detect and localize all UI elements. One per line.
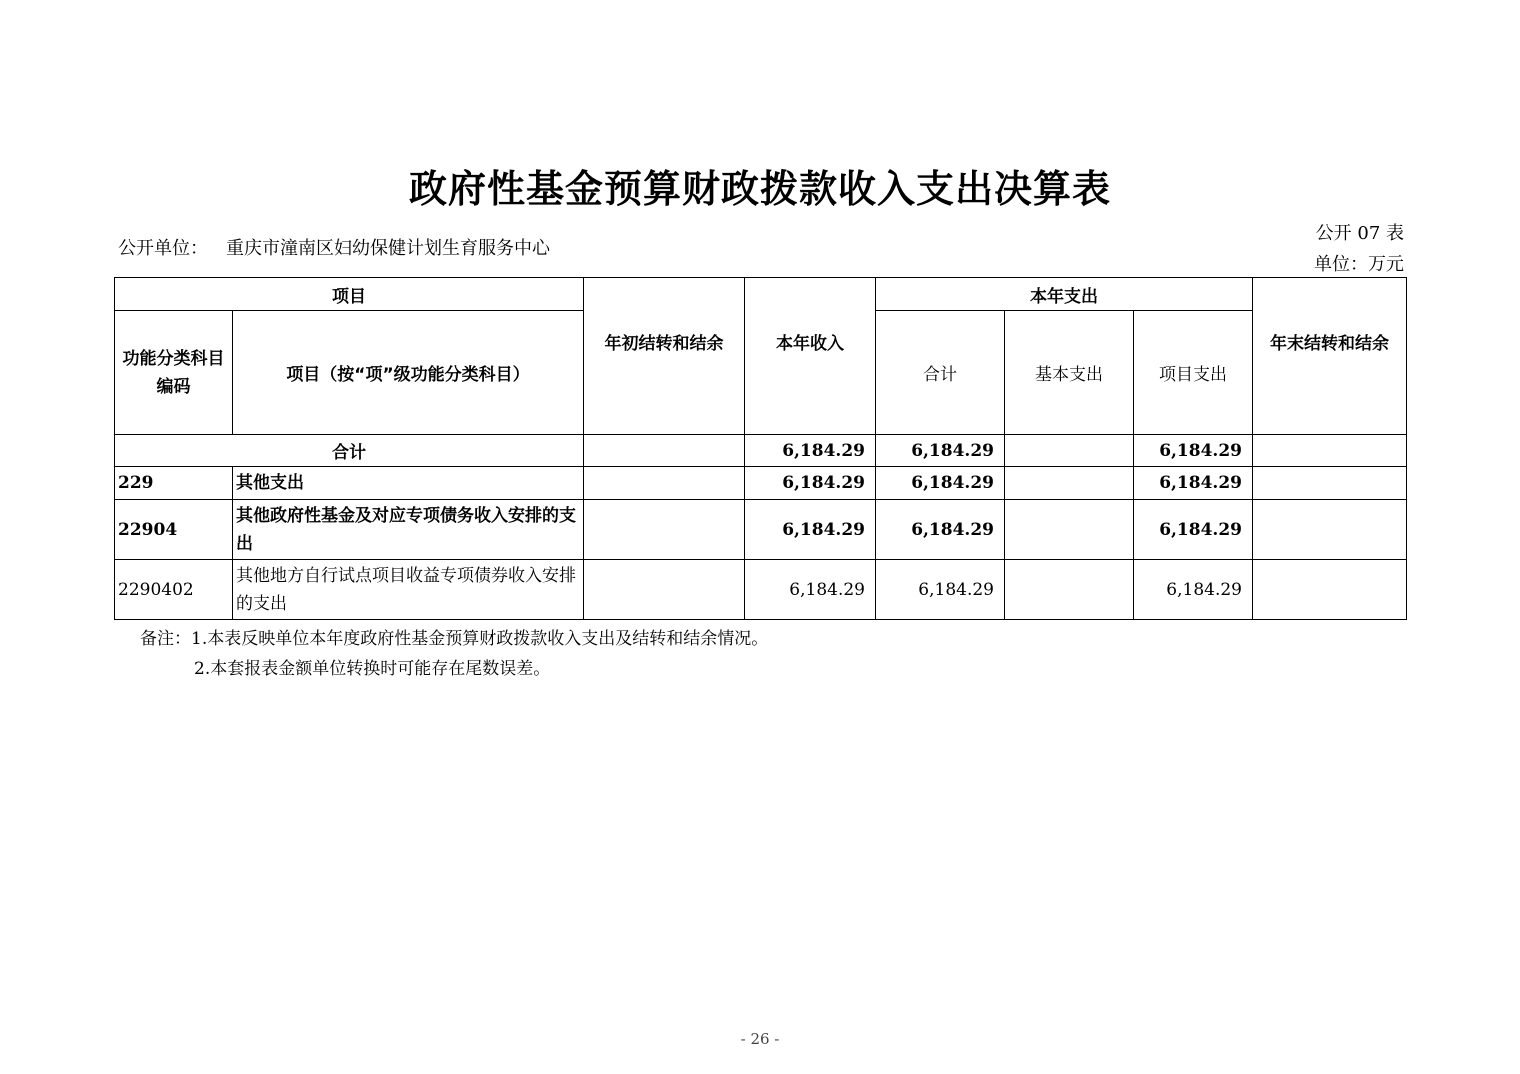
cell-total: 6,184.29 — [876, 500, 1005, 560]
cell-basic — [1005, 560, 1134, 620]
cell-basic — [1005, 467, 1134, 500]
cell-income: 6,184.29 — [745, 500, 876, 560]
header-begin-balance: 年初结转和结余 — [584, 278, 745, 435]
header-income: 本年收入 — [745, 278, 876, 435]
cell-project: 6,184.29 — [1134, 435, 1253, 467]
cell-name: 其他地方自行试点项目收益专项债券收入安排的支出 — [233, 560, 584, 620]
cell-total: 6,184.29 — [876, 435, 1005, 467]
cell-project: 6,184.29 — [1134, 467, 1253, 500]
cell-name: 其他支出 — [233, 467, 584, 500]
cell-basic — [1005, 500, 1134, 560]
page-number: - 26 - — [740, 1030, 780, 1048]
cell-name: 其他政府性基金及对应专项债务收入安排的支出 — [233, 500, 584, 560]
cell-end — [1253, 435, 1407, 467]
table-row — [115, 560, 1407, 620]
header-name: 项目（按“项”级功能分类科目） — [233, 311, 584, 435]
reporting-unit-name: 重庆市潼南区妇幼保健计划生育服务中心 — [226, 238, 550, 259]
header-basic: 基本支出 — [1005, 311, 1134, 435]
cell-end — [1253, 560, 1407, 620]
cell-begin — [584, 467, 745, 500]
cell-begin — [584, 500, 745, 560]
cell-income: 6,184.29 — [745, 560, 876, 620]
money-unit: 单位：万元 — [1314, 254, 1404, 275]
notes — [140, 624, 768, 684]
note-line-1: 备注：1.本表反映单位本年度政府性基金预算财政拨款收入支出及结转和结余情况。 — [140, 629, 769, 649]
reporting-unit — [118, 234, 550, 260]
cell-basic — [1005, 435, 1134, 467]
header-total: 合计 — [876, 311, 1005, 435]
table-row-total — [115, 435, 1407, 467]
cell-begin — [584, 435, 745, 467]
cell-income: 6,184.29 — [745, 467, 876, 500]
cell-project: 6,184.29 — [1134, 500, 1253, 560]
cell-code: 229 — [115, 467, 233, 500]
header-code: 功能分类科目编码 — [115, 311, 233, 435]
note-line-2: 2.本套报表金额单位转换时可能存在尾数误差。 — [194, 659, 551, 679]
cell-begin — [584, 560, 745, 620]
reporting-unit-label: 公开单位： — [118, 238, 208, 259]
cell-end — [1253, 500, 1407, 560]
cell-code: 22904 — [115, 500, 233, 560]
page-title: 政府性基金预算财政拨款收入支出决算表 — [408, 167, 1111, 211]
cell-code: 2290402 — [115, 560, 233, 620]
table-row — [115, 467, 1407, 500]
header-project: 项目支出 — [1134, 311, 1253, 435]
cell-project: 6,184.29 — [1134, 560, 1253, 620]
header-end-balance: 年末结转和结余 — [1253, 278, 1407, 435]
cell-income: 6,184.29 — [745, 435, 876, 467]
header-item: 项目 — [115, 278, 584, 311]
form-number: 公开 07 表 — [1315, 223, 1404, 244]
cell-total: 6,184.29 — [876, 560, 1005, 620]
header-expense-group: 本年支出 — [876, 278, 1253, 311]
cell-total: 6,184.29 — [876, 467, 1005, 500]
total-label: 合计 — [115, 435, 584, 467]
cell-end — [1253, 467, 1407, 500]
budget-table — [114, 277, 1407, 620]
table-row — [115, 500, 1407, 560]
